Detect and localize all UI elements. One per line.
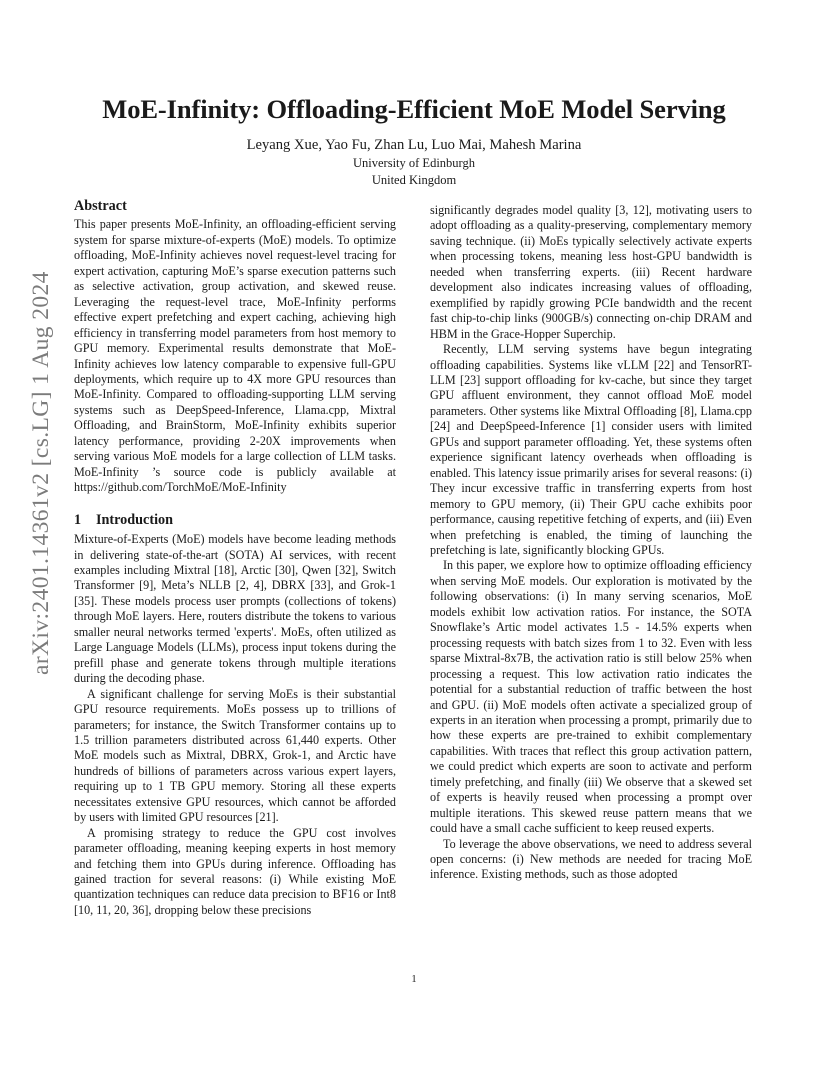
affiliation-university: University of Edinburgh: [353, 156, 475, 170]
intro-paragraph-1: Mixture-of-Experts (MoE) models have become leading methods in delivering state-of-the-art (SOTA) AI services, with recent examples including Mixtral [18], Arctic [30], Qwen [32], Switch Transformer [9], Meta’s NLLB [2, 4], DBRX [33], and Grok-1 [35]. These models process user prompts (collections of tokens) through MoE layers. Here, routers distribute the tokens to various smaller neural networks termed 'experts'. MoEs, often utilized as Large Language Models (LLMs), process input tokens during the prefill phase and generate tokens through multiple iterations during the decoding phase.: [74, 532, 396, 686]
paper-title: MoE-Infinity: Offloading-Efficient MoE Model Serving: [102, 94, 726, 124]
left-column: [74, 199, 396, 918]
intro-paragraph-2: A significant challenge for serving MoEs is their substantial GPU resource requirements. MoEs possess up to trillions of parameters; for instance, the Switch Transformer contains up to 1.5 trillion parameters distributed across 61,440 experts. Other MoE models such as Mixtral, DBRX, Grok-1, and Arctic have hundreds of billions of parameters across various expert layers, requiring up to 1 TB GPU memory. Storing all these experts necessitates extensive GPU resources, which cannot be afforded by users with limited GPU resources [21].: [74, 686, 396, 825]
intro-paragraph-6: To leverage the above observations, we need to address several open concerns: (i) New methods are needed for tracing MoE inference. Existing methods, such as those adopted: [430, 836, 752, 882]
page-number: 1: [411, 974, 417, 985]
section-title: Introduction: [96, 511, 173, 528]
abstract-text: This paper presents MoE-Infinity, an offloading-efficient serving system for sparse mixture-of-experts (MoE) models. To optimize offloading, MoE-Infinity achieves novel request-level tracing for expert activation, capturing MoE’s sparse execution patterns such as selective activation, group activation, and skewed reuse. Leveraging the request-level trace, MoE-Infinity performs effective expert prefetching and expert caching, achieving high efficiency in transferring model parameters from host memory to GPU memory. Experimental results demonstrate that MoE-Infinity achieves low latency comparable to expensive full-GPU deployments, which require up to 4X more GPU resources than MoE-Infinity. Compared to offloading-supporting LLM serving systems such as DeepSpeed-Inference, Llama.cpp, Mixtral Offloading, and BrainStorm, MoE-Infinity exhibits superior latency performance, providing 2-20X improvements when serving various MoE models for a large collection of LLM tasks. MoE-Infinity ’s source code is publicly available at https://github.com/TorchMoE/MoE-Infinity: [74, 217, 396, 495]
intro-paragraph-5: In this paper, we explore how to optimize offloading efficiency when serving MoE models. Our exploration is motivated by the following observations: (i) In many serving scenarios, MoE models exhibit low activation ratios. For instance, the SOTA Snowflake’s Artic model activates 1.5 - 14.5% experts when processing requests with batch sizes from 1 to 32. Even with less sparse Mixtral-8x7B, the activation ratio is still below 25% when processing a request. This low activation ratio indicates the potential for a substantial reduction of traffic between the host and GPU. (ii) MoE models often activate a specialized group of experts in an iteration when processing a prompt, primarily due to how these experts are pre-trained to exhibit complementary capabilities. With traces that reflect this group activation pattern, we could predict which experts are soon to activate and perform timely prefetching, and finally (iii) We observe that a skewed set of experts is heavily reused when processing a prompt over multiple iterations. This skewed reuse pattern means that we could have a small cache sufficient to keep reused experts.: [430, 558, 752, 836]
intro-paragraph-3: A promising strategy to reduce the GPU cost involves parameter offloading, meaning keeping experts in host memory and fetching them into GPUs during inference. Offloading has gained traction for several reasons: (i) While existing MoE quantization techniques can reduce data precision to BF16 or Int8 [10, 11, 20, 36], dropping below these precisions: [74, 825, 396, 917]
right-column: [430, 203, 752, 883]
section-number: 1: [74, 511, 82, 528]
abstract-heading: Abstract: [74, 198, 127, 214]
author-list: Leyang Xue, Yao Fu, Zhan Lu, Luo Mai, Mahesh Marina: [246, 137, 582, 153]
intro-paragraph-4: Recently, LLM serving systems have begun integrating offloading capabilities. Systems like vLLM [22] and TensorRT-LLM [23] support offloading for kv-cache, but since they target GPU affluent environment, they cannot offload MoE model parameters. Other systems like Mixtral Offloading [8], Llama.cpp [24] and DeepSpeed-Inference [1] consider users with limited GPUs and support parameter offloading. Yet, these systems often experience significant latency overheads when offloading is enabled. This latency issue primarily arises for several reasons: (i) They incur excessive traffic in transferring experts from host memory to GPU memory, (ii) Their GPU cache exhibits poor performance, causing repetitive fetching of experts, and (iii) Even when prefetching is enabled, the timing of launching the prefetching is late, significantly blocking GPUs.: [430, 342, 752, 557]
arxiv-identifier-stamp: arXiv:2401.14361v2 [cs.LG] 1 Aug 2024: [28, 271, 54, 675]
intro-paragraph-3-continued: significantly degrades model quality [3, 12], motivating users to adopt offloading as a quality-preserving, complementary memory saving technique. (ii) MoEs typically selectively activate experts when processing tokens, meaning less host-GPU bandwidth is needed when transferring experts. (iii) Recent hardware development also indicates increasing values of offloading, exemplified by rapidly growing PCIe bandwidth and the recent fast chip-to-chip links (900GB/s) connecting on-chip DRAM and HBM in the Grace-Hopper Superchip.: [430, 203, 752, 341]
affiliation-country: United Kingdom: [371, 173, 457, 187]
introduction-heading: [74, 513, 396, 528]
